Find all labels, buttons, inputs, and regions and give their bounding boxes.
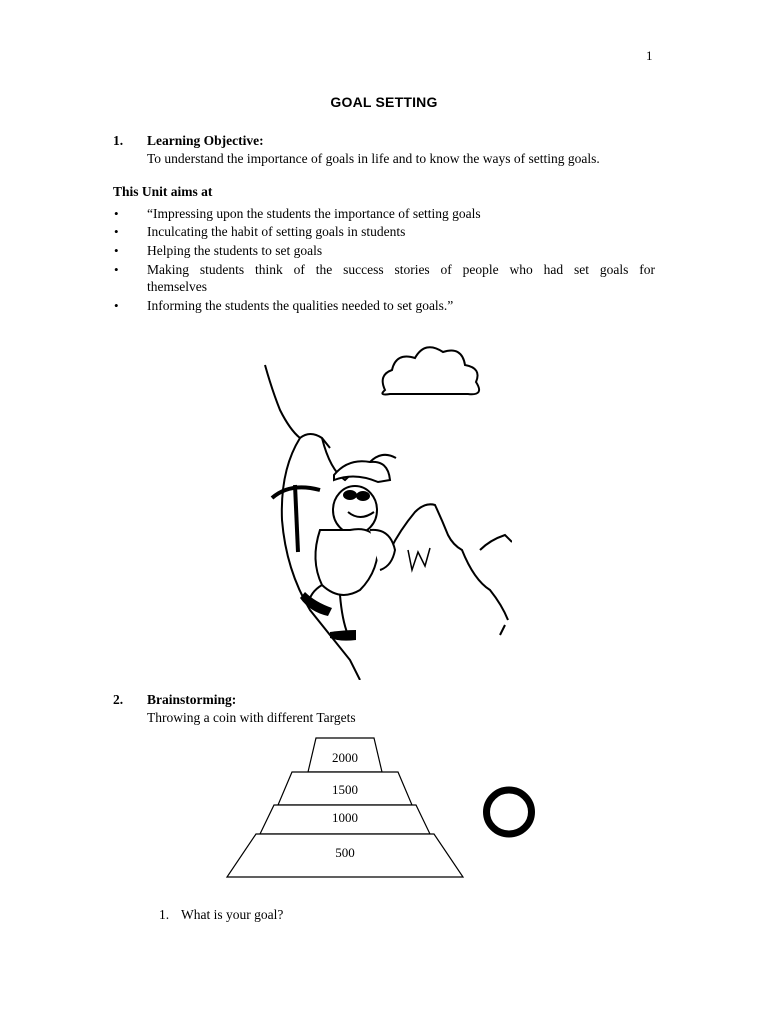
unit-aim-item: Inculcating the habit of setting goals in students	[147, 224, 406, 239]
pyramid-level-1000: 1000	[332, 810, 358, 825]
bullet-marker: •	[114, 243, 119, 258]
bullet-marker: •	[114, 262, 119, 277]
section-2-heading: Brainstorming:	[147, 692, 237, 707]
bullet-marker: •	[114, 298, 119, 313]
unit-aim-item-continuation: themselves	[147, 279, 207, 294]
section-2-text: Throwing a coin with different Targets	[147, 710, 356, 725]
target-pyramid	[222, 734, 468, 882]
unit-aim-item: “Impressing upon the students the importance of setting goals	[147, 206, 481, 221]
bullet-marker: •	[114, 224, 119, 239]
page-number: 1	[646, 48, 653, 63]
document-title: GOAL SETTING	[330, 94, 438, 110]
pyramid-level-500: 500	[335, 845, 355, 860]
mountain-climber-illustration	[250, 330, 512, 680]
pyramid-level-1500: 1500	[332, 782, 358, 797]
section-1-number: 1.	[113, 133, 124, 148]
section-2-number: 2.	[113, 692, 124, 707]
unit-aims-heading: This Unit aims at	[113, 184, 213, 199]
question-number: 1.	[159, 907, 170, 922]
coin-ring-icon	[480, 784, 538, 840]
section-1-heading: Learning Objective:	[147, 133, 264, 148]
section-1-text: To understand the importance of goals in life and to know the ways of setting goals.	[147, 151, 600, 166]
pyramid-level-2000: 2000	[332, 750, 358, 765]
unit-aim-item: Making students think of the success stories of people who had set goals for	[147, 262, 655, 277]
question-text: What is your goal?	[181, 907, 284, 922]
unit-aim-item: Informing the students the qualities needed to set goals.”	[147, 298, 454, 313]
bullet-marker: •	[114, 206, 119, 221]
unit-aim-item: Helping the students to set goals	[147, 243, 323, 258]
